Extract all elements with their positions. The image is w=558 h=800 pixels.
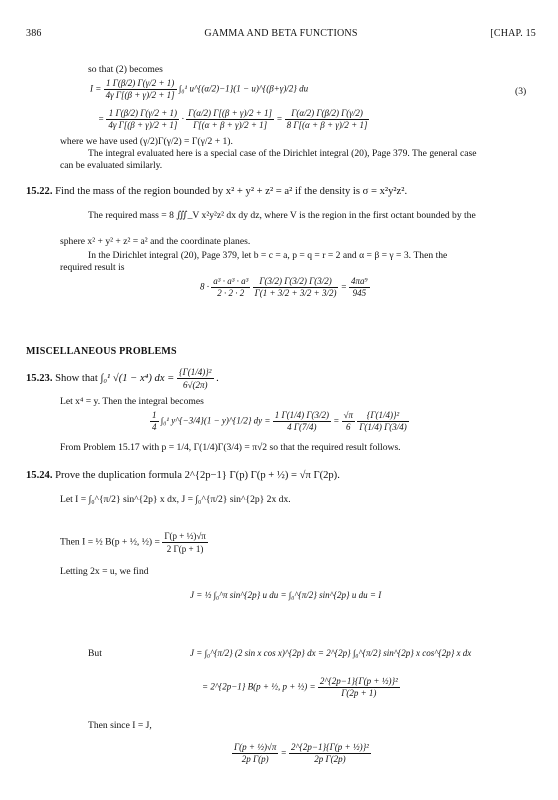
- eq3-line2-frac3: [285, 108, 370, 131]
- header-title: GAMMA AND BETA FUNCTIONS: [204, 28, 358, 39]
- p1522-result-frac2-num: Γ(3/2) Γ(3/2) Γ(3/2): [253, 276, 339, 288]
- p1522-result-frac1-num: a³ · a³ · a³: [213, 276, 249, 286]
- p1524-but-line2-frac-den: Γ(2p + 1): [341, 688, 377, 698]
- p1524-final-frac1: [232, 742, 278, 765]
- section-heading-misc: MISCELLANEOUS PROBLEMS: [26, 346, 177, 357]
- problem-15-22-statement: Find the mass of the region bounded by x² + y² + z² = a² if the density is σ = x²y²z².: [55, 186, 408, 197]
- p1524-then-prefix: Then I = ½ B(p + ½, ½) =: [60, 536, 160, 548]
- p1523-pre-frac-den: 4: [152, 422, 157, 432]
- eq3-line1-frac-den: 4γ Γ[(β + γ)/2 + 1]: [105, 90, 175, 100]
- p1524-final-frac2: [289, 742, 371, 765]
- problem-15-23-suffix: .: [216, 372, 219, 384]
- problem-15-23-number: 15.23.: [26, 372, 53, 384]
- p1523-frac2-den: 4 Γ(7/4): [287, 422, 317, 432]
- p1522-result: [200, 276, 370, 299]
- intro-dirichlet-2: can be evaluated similarly.: [60, 160, 163, 171]
- problem-15-23-prefix: Show that: [55, 372, 98, 384]
- eq3-line2-frac1-den: 4γ Γ[(β + γ)/2 + 1]: [108, 120, 178, 130]
- p1522-result-frac1-den: 2 · 2 · 2: [217, 288, 245, 298]
- p1524-but-line2: [202, 676, 400, 699]
- header-chapter: [CHAP. 15: [490, 28, 536, 39]
- p1524-final-equals: =: [280, 747, 287, 758]
- p1524-final-frac2-den: 2p Γ(2p): [314, 754, 346, 764]
- p1524-final-frac1-den: 2p Γ(p): [241, 754, 269, 764]
- p1524-then-frac: [162, 530, 208, 555]
- p1522-result-frac2: [253, 276, 339, 299]
- p1523-eq2: =: [333, 415, 340, 426]
- eq3-line2-frac3-num: Γ(α/2) Γ(β/2) Γ(γ/2): [285, 108, 370, 120]
- problem-15-23-frac-num: {Γ(1/4)}²: [178, 367, 212, 377]
- p1524-final-frac1-num: Γ(p + ½)√π: [234, 742, 277, 752]
- eq3-line1-frac-num: 1 Γ(β/2) Γ(γ/2 + 1): [104, 78, 177, 90]
- p1524-but-line2-prefix: = 2^{2p−1} B(p + ½, p + ½) =: [202, 681, 316, 692]
- p1524-but-line2-frac-num: 2^{2p−1}{Γ(p + ½)}²: [319, 676, 398, 686]
- p1522-result-frac2-den: Γ(1 + 3/2 + 3/2 + 3/2): [254, 288, 337, 298]
- p1522-result-equals: =: [340, 281, 347, 292]
- p1524-but-line1: J = ∫₀^{π/2} (2 sin x cos x)^{2p} dx = 2^{2p} ∫₀^{π/2} sin^{2p} x cos^{2p} x dx: [190, 648, 472, 658]
- p1524-then-since: Then since I = J,: [88, 720, 152, 731]
- p1523-frac2-num: 1 Γ(1/4) Γ(3/2): [274, 410, 329, 420]
- p1523-integral: [150, 410, 409, 433]
- p1523-from-line: From Problem 15.17 with p = 1/4, Γ(1/4)Γ(3/4) = π√2 so that the required result follows.: [60, 442, 401, 453]
- p1523-frac4-num: {Γ(1/4)}²: [357, 410, 408, 422]
- p1522-sol-line4: required result is: [60, 262, 125, 273]
- problem-15-22-statement-row: [26, 186, 407, 198]
- p1522-result-prefix: 8 ·: [200, 281, 209, 292]
- problem-15-24-number: 15.24.: [26, 470, 53, 481]
- p1522-sol-line2: sphere x² + y² + z² = a² and the coordinate planes.: [60, 236, 251, 247]
- p1524-but-line2-frac: [318, 676, 400, 699]
- p1522-sol-line1: The required mass = 8 ∭_V x²y²z² dx dy dz, where V is the region in the first octant bounded by the: [88, 210, 476, 221]
- p1523-frac4: [357, 410, 408, 433]
- p1524-final-frac2-num: 2^{2p−1}{Γ(p + ½)}²: [290, 742, 369, 752]
- problem-15-23-frac-den: 6√(2π): [183, 380, 208, 390]
- eq3-line2-frac1: [106, 108, 179, 131]
- intro-so-that: so that (2) becomes: [88, 64, 163, 75]
- eq3-line2-frac3-den: 8 Γ[(α + β + γ)/2 + 1]: [286, 120, 368, 130]
- p1524-then-row: [60, 530, 208, 555]
- p1523-frac3: [342, 410, 355, 433]
- eq3-line1-integral: ∫₀¹ u^{(α/2)−1}(1 − u)^{(β+γ)/2} du: [178, 83, 309, 94]
- intro-where-used: where we have used (γ/2)Γ(γ/2) = Γ(γ/2 + 1).: [60, 136, 233, 147]
- p1523-frac4-den: Γ(1/4) Γ(3/4): [359, 422, 407, 432]
- p1524-then-frac-den: 2 Γ(p + 1): [166, 544, 204, 554]
- p1524-let-line: Let I = ∫₀^{π/2} sin^{2p} x dx, J = ∫₀^{π/2} sin^{2p} 2x dx.: [60, 494, 291, 505]
- problem-15-22-number: 15.22.: [26, 186, 53, 197]
- eq3-line2-frac1-num: 1 Γ(β/2) Γ(γ/2 + 1): [106, 108, 179, 120]
- p1524-final: [232, 742, 371, 765]
- page-number: 386: [26, 28, 42, 39]
- eq3-line2-frac2: [186, 108, 274, 131]
- p1523-pre-frac-num: 1: [152, 410, 157, 420]
- problem-15-23-integral: ∫₀¹ √(1 − x⁴) dx =: [100, 372, 175, 384]
- problem-15-23-fraction: [177, 366, 214, 391]
- p1523-let-line: Let x⁴ = y. Then the integral becomes: [60, 396, 204, 407]
- intro-dirichlet-1: The integral evaluated here is a special case of the Dirichlet integral (20), Page 379. The general case: [88, 148, 477, 159]
- p1522-result-frac1: [211, 276, 250, 299]
- p1523-frac3-den: 6: [346, 422, 351, 432]
- p1522-result-frac3-den: 945: [352, 288, 367, 298]
- running-header: [26, 28, 536, 42]
- p1524-then-frac-num: Γ(p + ½)√π: [164, 531, 206, 541]
- problem-15-23-statement-row: [26, 366, 219, 391]
- p1522-result-frac3: [349, 276, 370, 299]
- eq3-lhs: I =: [90, 83, 102, 94]
- eq3-line1-fraction: [104, 78, 177, 101]
- problem-15-24-statement-row: [26, 470, 340, 482]
- p1523-pre-frac: [150, 410, 159, 433]
- problem-15-24-statement: Prove the duplication formula 2^{2p−1} Γ(p) Γ(p + ½) = √π Γ(2p).: [55, 470, 340, 481]
- p1523-int-body: ∫₀¹ y^{−3/4}(1 − y)^{1/2} dy =: [160, 415, 271, 426]
- p1523-frac2: [273, 410, 331, 433]
- p1524-but-label: But: [88, 648, 102, 659]
- p1524-letting: Letting 2x = u, we find: [60, 566, 149, 577]
- eq3-line2-frac2-den: Γ[(α + β + γ)/2 + 1]: [193, 120, 268, 130]
- p1523-frac3-num: √π: [343, 410, 353, 420]
- p1522-result-frac3-num: 4πa⁹: [351, 276, 368, 286]
- eq3-line1: [90, 78, 308, 101]
- p1522-sol-line3: In the Dirichlet integral (20), Page 379, let b = c = a, p = q = r = 2 and α = β = γ = 3. Then the: [88, 250, 448, 261]
- eq3-line2: = $\frac{1 \Gamma(\beta/2) \Gamma(\gamma/2 + 1)}{\text{4γ Γ[(β + γ)/2 + 1]}}$ · $\frac{\Gamma(\alpha/2) \Gamma[(\beta + \gamma)/2 + 1]}{\Gamma[(\alpha + \beta + \gamma)/2 + 1]}$ = $\frac{\Gamma(\alpha/2) \Gamma(\beta/2) \Gamma(\gamma/2)}{8 \Gamma[(\alpha + \beta + \gamma)/2 + 1]}$: [98, 108, 368, 130]
- eq3-number: (3): [515, 86, 527, 97]
- eq3-line2-frac2-num: Γ(α/2) Γ[(β + γ)/2 + 1]: [188, 108, 273, 118]
- p1524-j-line: J = ½ ∫₀^π sin^{2p} u du = ∫₀^{π/2} sin^{2p} u du = I: [190, 590, 382, 600]
